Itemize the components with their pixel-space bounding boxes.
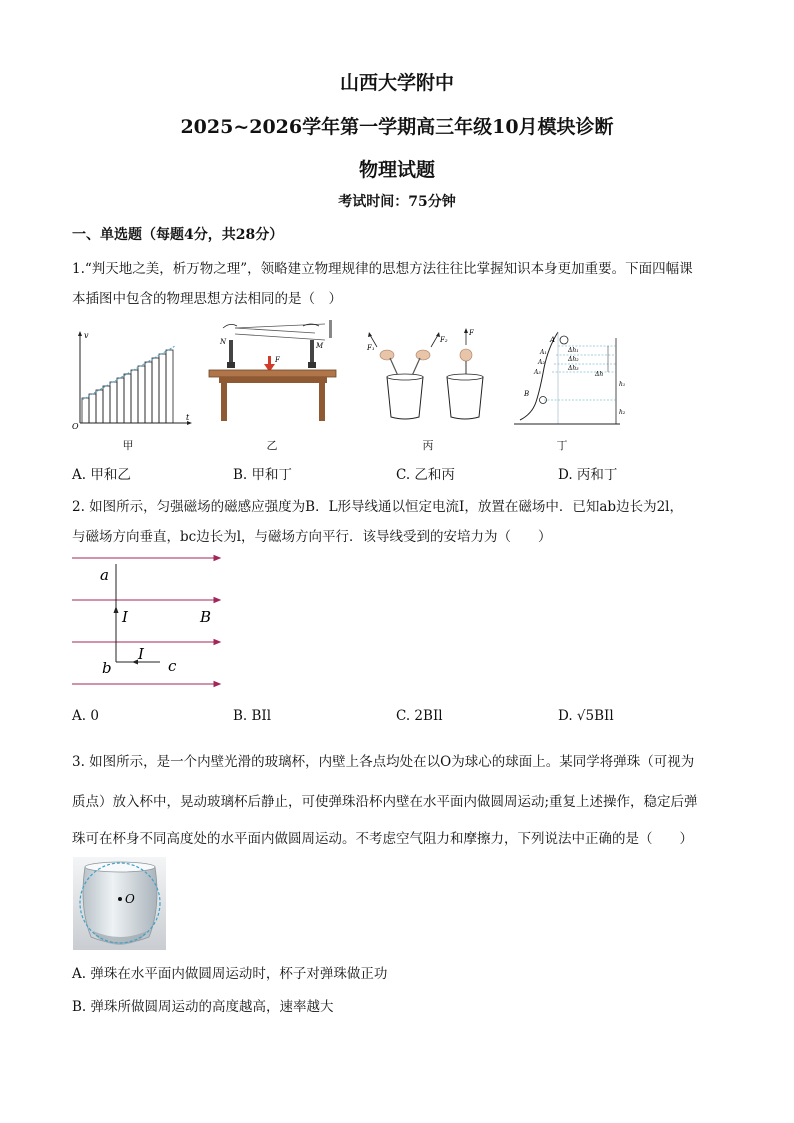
subject-title: 物理试题 <box>358 159 435 181</box>
m-label: M <box>316 342 324 350</box>
q1-option-c[interactable]: C. 乙和丙 <box>396 467 455 483</box>
q2-option-c[interactable]: C. 2BIl <box>396 708 443 724</box>
h2-label: h₂ <box>619 409 626 416</box>
f1-label: F₁ <box>367 344 375 352</box>
q1-figure-ding <box>512 328 632 426</box>
q1-figure-bing <box>365 325 495 425</box>
q2-b-label: b <box>102 659 112 677</box>
q1-figure-yi <box>205 320 340 425</box>
q3-glass-figure <box>73 857 166 950</box>
h1-label: h₁ <box>619 381 626 388</box>
section-title: 一、单选题（每题4分，共28分） <box>72 227 284 243</box>
v-axis-label: v <box>84 331 89 340</box>
dh2-label: Δh₂ <box>568 356 579 363</box>
q2-i2-label: I <box>138 645 144 663</box>
q2-option-b[interactable]: B. BIl <box>233 708 272 724</box>
f2-label: F₂ <box>440 336 448 344</box>
dh3-label: Δh₃ <box>568 365 579 372</box>
f-up-label: F <box>469 329 474 337</box>
n-label: N <box>220 338 227 346</box>
q2-i1-label: I <box>122 608 128 626</box>
school-name: 山西大学附中 <box>339 72 454 94</box>
q3-option-a[interactable]: A. 弹珠在水平面内做圆周运动时，杯子对弹珠做正功 <box>72 966 388 982</box>
exam-title: 2025~2026学年第一学期高三年级10月模块诊断 <box>180 116 614 138</box>
q1-option-a[interactable]: A. 甲和乙 <box>72 467 131 483</box>
b-label: B <box>524 390 530 398</box>
origin-label: O <box>72 422 79 430</box>
q2-c-label: c <box>168 657 177 675</box>
q3-stem-line2: 质点）放入杯中，晃动玻璃杯后静止，可使弹珠沿杯内壁在水平面内做圆周运动;重复上述操作，稳定后弹 <box>72 794 698 810</box>
q2-stem-line2: 与磁场方向垂直，bc边长为l，与磁场方向平行．该导线受到的安培力为（ ） <box>72 529 552 545</box>
q2-option-a[interactable]: A. 0 <box>72 708 99 724</box>
a-label: A <box>550 336 556 344</box>
q3-option-b[interactable]: B. 弹珠所做圆周运动的高度越高，速率越大 <box>72 999 334 1015</box>
dh-label: Δh <box>595 371 604 378</box>
caption-ding: 丁 <box>556 439 568 452</box>
q2-option-d[interactable]: D. √5BIl <box>558 708 614 724</box>
caption-yi: 乙 <box>266 439 278 452</box>
q2-stem-line1: 2. 如图所示，匀强磁场的磁感应强度为B．L形导线通以恒定电流I，放置在磁场中．已知ab边长为2l， <box>72 499 683 515</box>
q1-figure-jia <box>70 328 195 430</box>
q1-option-b[interactable]: B. 甲和丁 <box>233 467 293 483</box>
exam-time: 考试时间：75分钟 <box>338 194 456 210</box>
q2-figure <box>70 552 225 694</box>
q1-stem-line1: 1.“判天地之美，析万物之理”，领略建立物理规律的思想方法往往比掌握知识本身更加重要。下面四幅课 <box>72 261 693 277</box>
q2-a-label: a <box>100 566 109 584</box>
a3-label: A₃ <box>534 369 541 376</box>
t-axis-label: t <box>186 413 190 422</box>
a2-label: A₂ <box>538 359 545 366</box>
dh1-label: Δh₁ <box>568 347 579 354</box>
q3-stem-line3: 珠可在杯身不同高度处的水平面内做圆周运动。不考虑空气阻力和摩擦力，下列说法中正确的是（ ） <box>72 831 693 847</box>
q3-o-label: O <box>125 892 135 906</box>
q1-option-d[interactable]: D. 丙和丁 <box>558 467 618 483</box>
a1-label: A₁ <box>540 349 547 356</box>
q2-field-label: B <box>200 608 212 626</box>
f-label: F <box>275 356 280 364</box>
caption-jia: 甲 <box>122 439 134 452</box>
caption-bing: 丙 <box>422 439 434 452</box>
q1-stem-line2: 本插图中包含的物理思想方法相同的是（ ） <box>72 291 342 307</box>
q3-stem-line1: 3. 如图所示，是一个内壁光滑的玻璃杯，内壁上各点均处在以O为球心的球面上。某同学将弹珠（可视为 <box>72 754 695 770</box>
